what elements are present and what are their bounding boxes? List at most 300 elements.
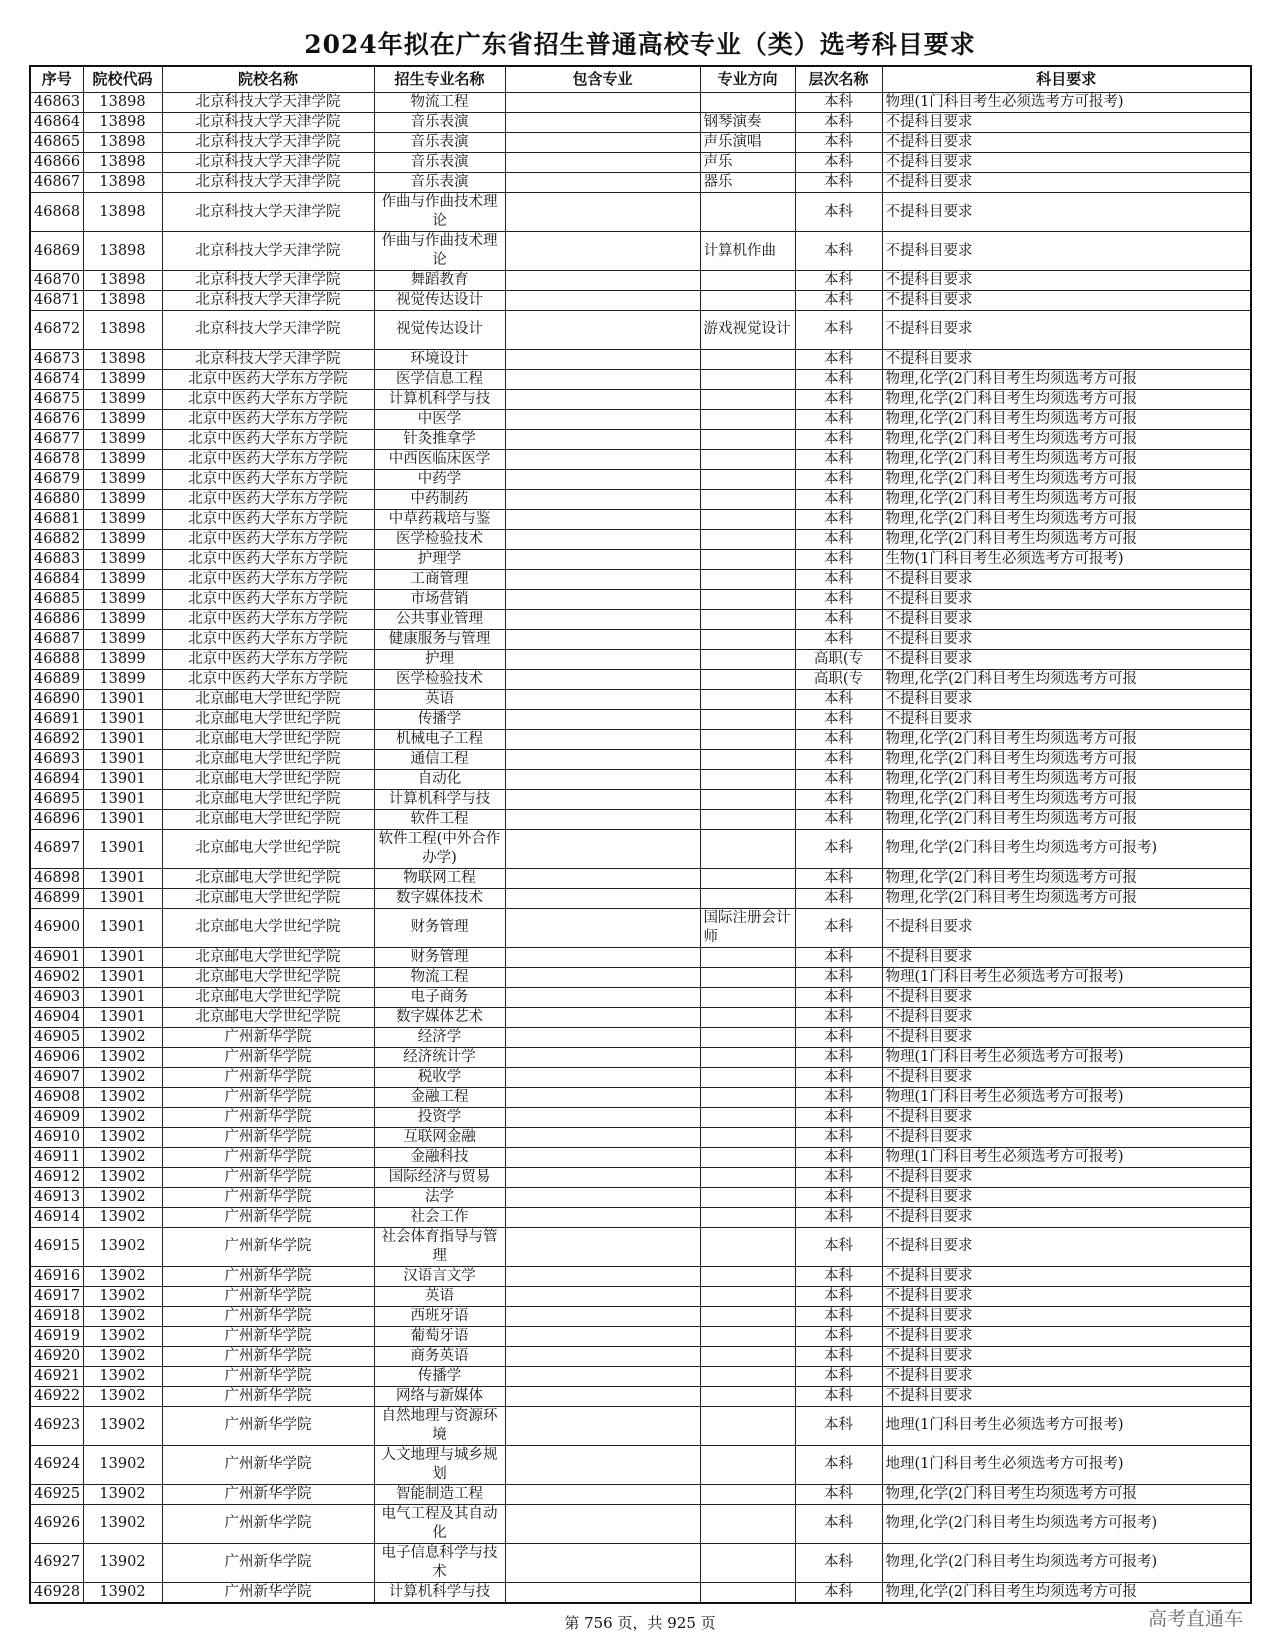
cell-subject-requirement: 物理,化学(2门科目考生均须选考方可报 — [882, 489, 1251, 509]
cell-school-code: 13899 — [83, 609, 162, 629]
cell-index: 46915 — [30, 1227, 83, 1266]
cell-subject-requirement: 不提科目要求 — [882, 609, 1251, 629]
cell-major-direction — [700, 1207, 795, 1227]
cell-level: 本科 — [795, 173, 882, 193]
cell-school-name: 广州新华学院 — [162, 1326, 374, 1346]
cell-subject-requirement: 不提科目要求 — [882, 133, 1251, 153]
cell-school-code: 13899 — [83, 449, 162, 469]
cell-index: 46890 — [30, 689, 83, 709]
table-row — [30, 1484, 1251, 1504]
cell-subject-requirement: 不提科目要求 — [882, 1007, 1251, 1027]
cell-index: 46875 — [30, 389, 83, 409]
cell-index: 46873 — [30, 349, 83, 369]
table-row — [30, 1346, 1251, 1366]
cell-subject-requirement: 不提科目要求 — [882, 1227, 1251, 1266]
col-header-school-name: 院校名称 — [162, 66, 374, 93]
cell-major-direction — [700, 409, 795, 429]
cell-major-direction: 声乐 — [700, 153, 795, 173]
cell-included-majors — [505, 133, 700, 153]
cell-major-name: 护理 — [374, 649, 505, 669]
cell-level: 本科 — [795, 987, 882, 1007]
cell-subject-requirement: 不提科目要求 — [882, 1027, 1251, 1047]
cell-school-code: 13902 — [83, 1406, 162, 1445]
cell-school-code: 13902 — [83, 1127, 162, 1147]
cell-index: 46927 — [30, 1543, 83, 1582]
cell-included-majors — [505, 1207, 700, 1227]
cell-level: 本科 — [795, 809, 882, 829]
cell-major-name: 医学检验技术 — [374, 669, 505, 689]
cell-index: 46921 — [30, 1366, 83, 1386]
cell-major-direction: 声乐演唱 — [700, 133, 795, 153]
cell-major-name: 作曲与作曲技术理论 — [374, 193, 505, 232]
cell-included-majors — [505, 271, 700, 291]
cell-level: 本科 — [795, 549, 882, 569]
cell-subject-requirement: 不提科目要求 — [882, 291, 1251, 311]
cell-index: 46928 — [30, 1582, 83, 1603]
cell-included-majors — [505, 1484, 700, 1504]
table-row — [30, 908, 1251, 947]
cell-major-name: 医学信息工程 — [374, 369, 505, 389]
cell-school-name: 广州新华学院 — [162, 1582, 374, 1603]
cell-subject-requirement: 不提科目要求 — [882, 987, 1251, 1007]
cell-major-direction — [700, 509, 795, 529]
cell-major-direction — [700, 1306, 795, 1326]
cell-school-code: 13902 — [83, 1286, 162, 1306]
cell-school-code: 13899 — [83, 469, 162, 489]
cell-school-name: 广州新华学院 — [162, 1127, 374, 1147]
cell-subject-requirement: 物理,化学(2门科目考生均须选考方可报 — [882, 389, 1251, 409]
table-row — [30, 888, 1251, 908]
cell-included-majors — [505, 1306, 700, 1326]
cell-subject-requirement: 不提科目要求 — [882, 1306, 1251, 1326]
cell-major-name: 财务管理 — [374, 908, 505, 947]
cell-major-name: 中草药栽培与鉴 — [374, 509, 505, 529]
cell-level: 本科 — [795, 1582, 882, 1603]
cell-subject-requirement: 物理,化学(2门科目考生均须选考方可报 — [882, 789, 1251, 809]
cell-index: 46924 — [30, 1445, 83, 1484]
cell-index: 46866 — [30, 153, 83, 173]
cell-school-code: 13899 — [83, 389, 162, 409]
cell-included-majors — [505, 1386, 700, 1406]
cell-school-code: 13898 — [83, 153, 162, 173]
cell-index: 46909 — [30, 1107, 83, 1127]
cell-major-name: 物流工程 — [374, 967, 505, 987]
cell-school-code: 13901 — [83, 809, 162, 829]
table-row — [30, 1543, 1251, 1582]
table-row — [30, 749, 1251, 769]
cell-school-name: 北京中医药大学东方学院 — [162, 369, 374, 389]
cell-major-direction — [700, 1227, 795, 1266]
table-row — [30, 729, 1251, 749]
cell-level: 本科 — [795, 1007, 882, 1027]
cell-included-majors — [505, 1107, 700, 1127]
cell-school-code: 13902 — [83, 1227, 162, 1266]
cell-included-majors — [505, 669, 700, 689]
cell-level: 本科 — [795, 1047, 882, 1067]
cell-school-code: 13898 — [83, 133, 162, 153]
cell-included-majors — [505, 1582, 700, 1603]
cell-school-code: 13902 — [83, 1543, 162, 1582]
cell-index: 46900 — [30, 908, 83, 947]
cell-school-name: 北京中医药大学东方学院 — [162, 469, 374, 489]
cell-school-code: 13901 — [83, 769, 162, 789]
cell-subject-requirement: 不提科目要求 — [882, 1386, 1251, 1406]
cell-school-code: 13898 — [83, 113, 162, 133]
cell-level: 本科 — [795, 829, 882, 868]
cell-included-majors — [505, 749, 700, 769]
col-header-major-name: 招生专业名称 — [374, 66, 505, 93]
cell-index: 46911 — [30, 1147, 83, 1167]
cell-school-code: 13901 — [83, 709, 162, 729]
cell-level: 本科 — [795, 609, 882, 629]
table-row — [30, 967, 1251, 987]
cell-major-name: 人文地理与城乡规划 — [374, 1445, 505, 1484]
table-row — [30, 569, 1251, 589]
cell-school-name: 广州新华学院 — [162, 1067, 374, 1087]
cell-major-name: 财务管理 — [374, 947, 505, 967]
cell-school-name: 北京科技大学天津学院 — [162, 193, 374, 232]
col-header-subject-requirement: 科目要求 — [882, 66, 1251, 93]
cell-major-direction — [700, 609, 795, 629]
table-row — [30, 1127, 1251, 1147]
cell-subject-requirement: 生物(1门科目考生必须选考方可报考) — [882, 549, 1251, 569]
cell-major-name: 数字媒体技术 — [374, 888, 505, 908]
requirements-table — [29, 65, 1252, 1604]
cell-major-name: 通信工程 — [374, 749, 505, 769]
table-row — [30, 1187, 1251, 1207]
cell-major-name: 电气工程及其自动化 — [374, 1504, 505, 1543]
cell-major-name: 国际经济与贸易 — [374, 1167, 505, 1187]
cell-subject-requirement: 不提科目要求 — [882, 947, 1251, 967]
cell-school-name: 北京邮电大学世纪学院 — [162, 888, 374, 908]
cell-major-name: 计算机科学与技 — [374, 389, 505, 409]
cell-major-name: 汉语言文学 — [374, 1266, 505, 1286]
cell-included-majors — [505, 629, 700, 649]
cell-included-majors — [505, 967, 700, 987]
cell-subject-requirement: 不提科目要求 — [882, 689, 1251, 709]
cell-included-majors — [505, 193, 700, 232]
cell-subject-requirement: 物理,化学(2门科目考生均须选考方可报 — [882, 509, 1251, 529]
cell-subject-requirement: 不提科目要求 — [882, 1107, 1251, 1127]
table-row — [30, 789, 1251, 809]
cell-included-majors — [505, 449, 700, 469]
cell-index: 46881 — [30, 509, 83, 529]
cell-major-name: 英语 — [374, 1286, 505, 1306]
table-row — [30, 291, 1251, 311]
cell-subject-requirement: 物理,化学(2门科目考生均须选考方可报考) — [882, 1504, 1251, 1543]
cell-major-direction — [700, 1386, 795, 1406]
cell-school-code: 13902 — [83, 1484, 162, 1504]
cell-level: 本科 — [795, 133, 882, 153]
cell-major-direction — [700, 349, 795, 369]
cell-subject-requirement: 不提科目要求 — [882, 1286, 1251, 1306]
table-row — [30, 449, 1251, 469]
cell-index: 46874 — [30, 369, 83, 389]
cell-level: 高职(专 — [795, 649, 882, 669]
cell-school-name: 广州新华学院 — [162, 1306, 374, 1326]
cell-school-name: 北京邮电大学世纪学院 — [162, 967, 374, 987]
cell-included-majors — [505, 291, 700, 311]
cell-included-majors — [505, 93, 700, 113]
cell-index: 46922 — [30, 1386, 83, 1406]
cell-school-code: 13901 — [83, 689, 162, 709]
cell-included-majors — [505, 589, 700, 609]
cell-school-code: 13901 — [83, 789, 162, 809]
cell-major-name: 自然地理与资源环境 — [374, 1406, 505, 1445]
cell-school-code: 13901 — [83, 729, 162, 749]
cell-major-name: 公共事业管理 — [374, 609, 505, 629]
table-row — [30, 1286, 1251, 1306]
cell-subject-requirement: 物理,化学(2门科目考生均须选考方可报 — [882, 1484, 1251, 1504]
table-row — [30, 1087, 1251, 1107]
cell-major-name: 音乐表演 — [374, 173, 505, 193]
cell-major-name: 金融工程 — [374, 1087, 505, 1107]
cell-school-code: 13899 — [83, 549, 162, 569]
cell-level: 本科 — [795, 153, 882, 173]
cell-school-name: 广州新华学院 — [162, 1406, 374, 1445]
cell-subject-requirement: 物理,化学(2门科目考生均须选考方可报 — [882, 429, 1251, 449]
cell-index: 46880 — [30, 489, 83, 509]
cell-school-name: 北京中医药大学东方学院 — [162, 609, 374, 629]
cell-school-code: 13899 — [83, 509, 162, 529]
cell-subject-requirement: 不提科目要求 — [882, 1167, 1251, 1187]
cell-subject-requirement: 物理,化学(2门科目考生均须选考方可报 — [882, 469, 1251, 489]
cell-major-direction — [700, 1286, 795, 1306]
cell-school-name: 北京中医药大学东方学院 — [162, 589, 374, 609]
cell-school-name: 广州新华学院 — [162, 1207, 374, 1227]
cell-school-name: 广州新华学院 — [162, 1346, 374, 1366]
cell-subject-requirement: 物理,化学(2门科目考生均须选考方可报 — [882, 669, 1251, 689]
cell-level: 本科 — [795, 1445, 882, 1484]
cell-school-name: 北京科技大学天津学院 — [162, 93, 374, 113]
cell-school-code: 13899 — [83, 649, 162, 669]
cell-subject-requirement: 物理(1门科目考生必须选考方可报考) — [882, 1087, 1251, 1107]
cell-major-direction — [700, 868, 795, 888]
cell-subject-requirement: 物理,化学(2门科目考生均须选考方可报 — [882, 769, 1251, 789]
cell-index: 46889 — [30, 669, 83, 689]
cell-school-code: 13902 — [83, 1147, 162, 1167]
cell-included-majors — [505, 1366, 700, 1386]
cell-school-name: 广州新华学院 — [162, 1286, 374, 1306]
cell-included-majors — [505, 569, 700, 589]
page-footer: 第 756 页，共 925 页 — [564, 1614, 716, 1632]
cell-major-name: 经济学 — [374, 1027, 505, 1047]
col-header-index: 序号 — [30, 66, 83, 93]
cell-level: 本科 — [795, 1484, 882, 1504]
cell-school-name: 北京邮电大学世纪学院 — [162, 987, 374, 1007]
cell-level: 本科 — [795, 629, 882, 649]
cell-school-code: 13901 — [83, 908, 162, 947]
cell-level: 本科 — [795, 1167, 882, 1187]
cell-school-code: 13899 — [83, 409, 162, 429]
cell-school-name: 广州新华学院 — [162, 1366, 374, 1386]
cell-school-name: 北京邮电大学世纪学院 — [162, 809, 374, 829]
cell-subject-requirement: 物理,化学(2门科目考生均须选考方可报 — [882, 409, 1251, 429]
cell-major-direction — [700, 569, 795, 589]
cell-school-name: 北京中医药大学东方学院 — [162, 489, 374, 509]
cell-included-majors — [505, 1227, 700, 1266]
table-row — [30, 947, 1251, 967]
table-row — [30, 987, 1251, 1007]
table-row — [30, 93, 1251, 113]
table-row — [30, 1406, 1251, 1445]
col-header-included-majors: 包含专业 — [505, 66, 700, 93]
cell-subject-requirement: 物理,化学(2门科目考生均须选考方可报 — [882, 529, 1251, 549]
cell-index: 46888 — [30, 649, 83, 669]
cell-school-code: 13898 — [83, 232, 162, 271]
cell-included-majors — [505, 489, 700, 509]
cell-level: 本科 — [795, 291, 882, 311]
cell-school-code: 13902 — [83, 1266, 162, 1286]
cell-subject-requirement: 不提科目要求 — [882, 1187, 1251, 1207]
cell-major-direction — [700, 1167, 795, 1187]
cell-index: 46910 — [30, 1127, 83, 1147]
cell-major-name: 软件工程 — [374, 809, 505, 829]
table-row — [30, 769, 1251, 789]
cell-school-name: 北京邮电大学世纪学院 — [162, 829, 374, 868]
cell-index: 46893 — [30, 749, 83, 769]
cell-index: 46867 — [30, 173, 83, 193]
cell-major-direction — [700, 389, 795, 409]
cell-level: 本科 — [795, 1187, 882, 1207]
cell-major-direction — [700, 649, 795, 669]
cell-included-majors — [505, 609, 700, 629]
table-row — [30, 609, 1251, 629]
cell-included-majors — [505, 409, 700, 429]
cell-included-majors — [505, 908, 700, 947]
cell-school-code: 13899 — [83, 569, 162, 589]
cell-level: 本科 — [795, 469, 882, 489]
cell-subject-requirement: 物理,化学(2门科目考生均须选考方可报 — [882, 1582, 1251, 1603]
cell-major-name: 护理学 — [374, 549, 505, 569]
cell-major-name: 工商管理 — [374, 569, 505, 589]
cell-subject-requirement: 不提科目要求 — [882, 1127, 1251, 1147]
cell-included-majors — [505, 1286, 700, 1306]
cell-included-majors — [505, 1167, 700, 1187]
table-row — [30, 1266, 1251, 1286]
cell-major-direction — [700, 529, 795, 549]
cell-major-name: 物联网工程 — [374, 868, 505, 888]
cell-subject-requirement: 物理,化学(2门科目考生均须选考方可报 — [882, 749, 1251, 769]
cell-school-name: 广州新华学院 — [162, 1484, 374, 1504]
cell-major-direction — [700, 1067, 795, 1087]
cell-included-majors — [505, 369, 700, 389]
cell-included-majors — [505, 1007, 700, 1027]
cell-school-name: 广州新华学院 — [162, 1107, 374, 1127]
cell-index: 46906 — [30, 1047, 83, 1067]
cell-level: 本科 — [795, 729, 882, 749]
cell-index: 46883 — [30, 549, 83, 569]
table-row — [30, 489, 1251, 509]
cell-school-code: 13899 — [83, 629, 162, 649]
cell-school-name: 北京科技大学天津学院 — [162, 349, 374, 369]
cell-school-name: 北京科技大学天津学院 — [162, 173, 374, 193]
cell-major-name: 健康服务与管理 — [374, 629, 505, 649]
cell-school-code: 13898 — [83, 271, 162, 291]
cell-index: 46903 — [30, 987, 83, 1007]
cell-subject-requirement: 不提科目要求 — [882, 153, 1251, 173]
cell-level: 本科 — [795, 232, 882, 271]
cell-index: 46891 — [30, 709, 83, 729]
cell-level: 本科 — [795, 193, 882, 232]
cell-level: 本科 — [795, 311, 882, 350]
cell-index: 46868 — [30, 193, 83, 232]
cell-subject-requirement: 不提科目要求 — [882, 311, 1251, 350]
cell-included-majors — [505, 469, 700, 489]
table-row — [30, 1027, 1251, 1047]
col-header-level: 层次名称 — [795, 66, 882, 93]
cell-school-name: 北京中医药大学东方学院 — [162, 509, 374, 529]
cell-level: 本科 — [795, 1227, 882, 1266]
cell-major-name: 社会工作 — [374, 1207, 505, 1227]
watermark-text: 高考直通车 — [1148, 1608, 1244, 1630]
cell-included-majors — [505, 232, 700, 271]
cell-major-name: 社会体育指导与管理 — [374, 1227, 505, 1266]
cell-included-majors — [505, 1326, 700, 1346]
cell-major-name: 商务英语 — [374, 1346, 505, 1366]
table-row — [30, 1047, 1251, 1067]
cell-index: 46882 — [30, 529, 83, 549]
cell-subject-requirement: 不提科目要求 — [882, 1346, 1251, 1366]
cell-school-name: 广州新华学院 — [162, 1027, 374, 1047]
cell-index: 46884 — [30, 569, 83, 589]
cell-included-majors — [505, 389, 700, 409]
cell-level: 本科 — [795, 709, 882, 729]
cell-major-name: 音乐表演 — [374, 153, 505, 173]
table-row — [30, 469, 1251, 489]
cell-school-name: 北京科技大学天津学院 — [162, 232, 374, 271]
cell-major-direction — [700, 449, 795, 469]
cell-subject-requirement: 物理,化学(2门科目考生均须选考方可报 — [882, 809, 1251, 829]
cell-included-majors — [505, 987, 700, 1007]
cell-level: 本科 — [795, 1107, 882, 1127]
cell-subject-requirement: 不提科目要求 — [882, 113, 1251, 133]
cell-level: 本科 — [795, 489, 882, 509]
cell-school-name: 北京中医药大学东方学院 — [162, 449, 374, 469]
cell-subject-requirement: 不提科目要求 — [882, 1207, 1251, 1227]
cell-major-direction — [700, 1127, 795, 1147]
cell-major-name: 网络与新媒体 — [374, 1386, 505, 1406]
cell-school-name: 北京邮电大学世纪学院 — [162, 789, 374, 809]
table-row — [30, 153, 1251, 173]
cell-subject-requirement: 不提科目要求 — [882, 1266, 1251, 1286]
cell-level: 本科 — [795, 1266, 882, 1286]
cell-subject-requirement: 不提科目要求 — [882, 589, 1251, 609]
cell-major-name: 视觉传达设计 — [374, 311, 505, 350]
cell-school-name: 广州新华学院 — [162, 1266, 374, 1286]
table-row — [30, 689, 1251, 709]
cell-index: 46919 — [30, 1326, 83, 1346]
cell-index: 46914 — [30, 1207, 83, 1227]
cell-index: 46905 — [30, 1027, 83, 1047]
cell-index: 46898 — [30, 868, 83, 888]
cell-subject-requirement: 物理(1门科目考生必须选考方可报考) — [882, 93, 1251, 113]
cell-included-majors — [505, 113, 700, 133]
cell-major-name: 自动化 — [374, 769, 505, 789]
cell-level: 本科 — [795, 569, 882, 589]
cell-school-name: 北京中医药大学东方学院 — [162, 569, 374, 589]
table-row — [30, 649, 1251, 669]
cell-school-name: 广州新华学院 — [162, 1504, 374, 1543]
cell-major-name: 中药学 — [374, 469, 505, 489]
table-row — [30, 1167, 1251, 1187]
cell-level: 本科 — [795, 1087, 882, 1107]
cell-major-name: 计算机科学与技 — [374, 789, 505, 809]
cell-included-majors — [505, 529, 700, 549]
cell-included-majors — [505, 868, 700, 888]
cell-major-name: 舞蹈教育 — [374, 271, 505, 291]
table-row — [30, 193, 1251, 232]
